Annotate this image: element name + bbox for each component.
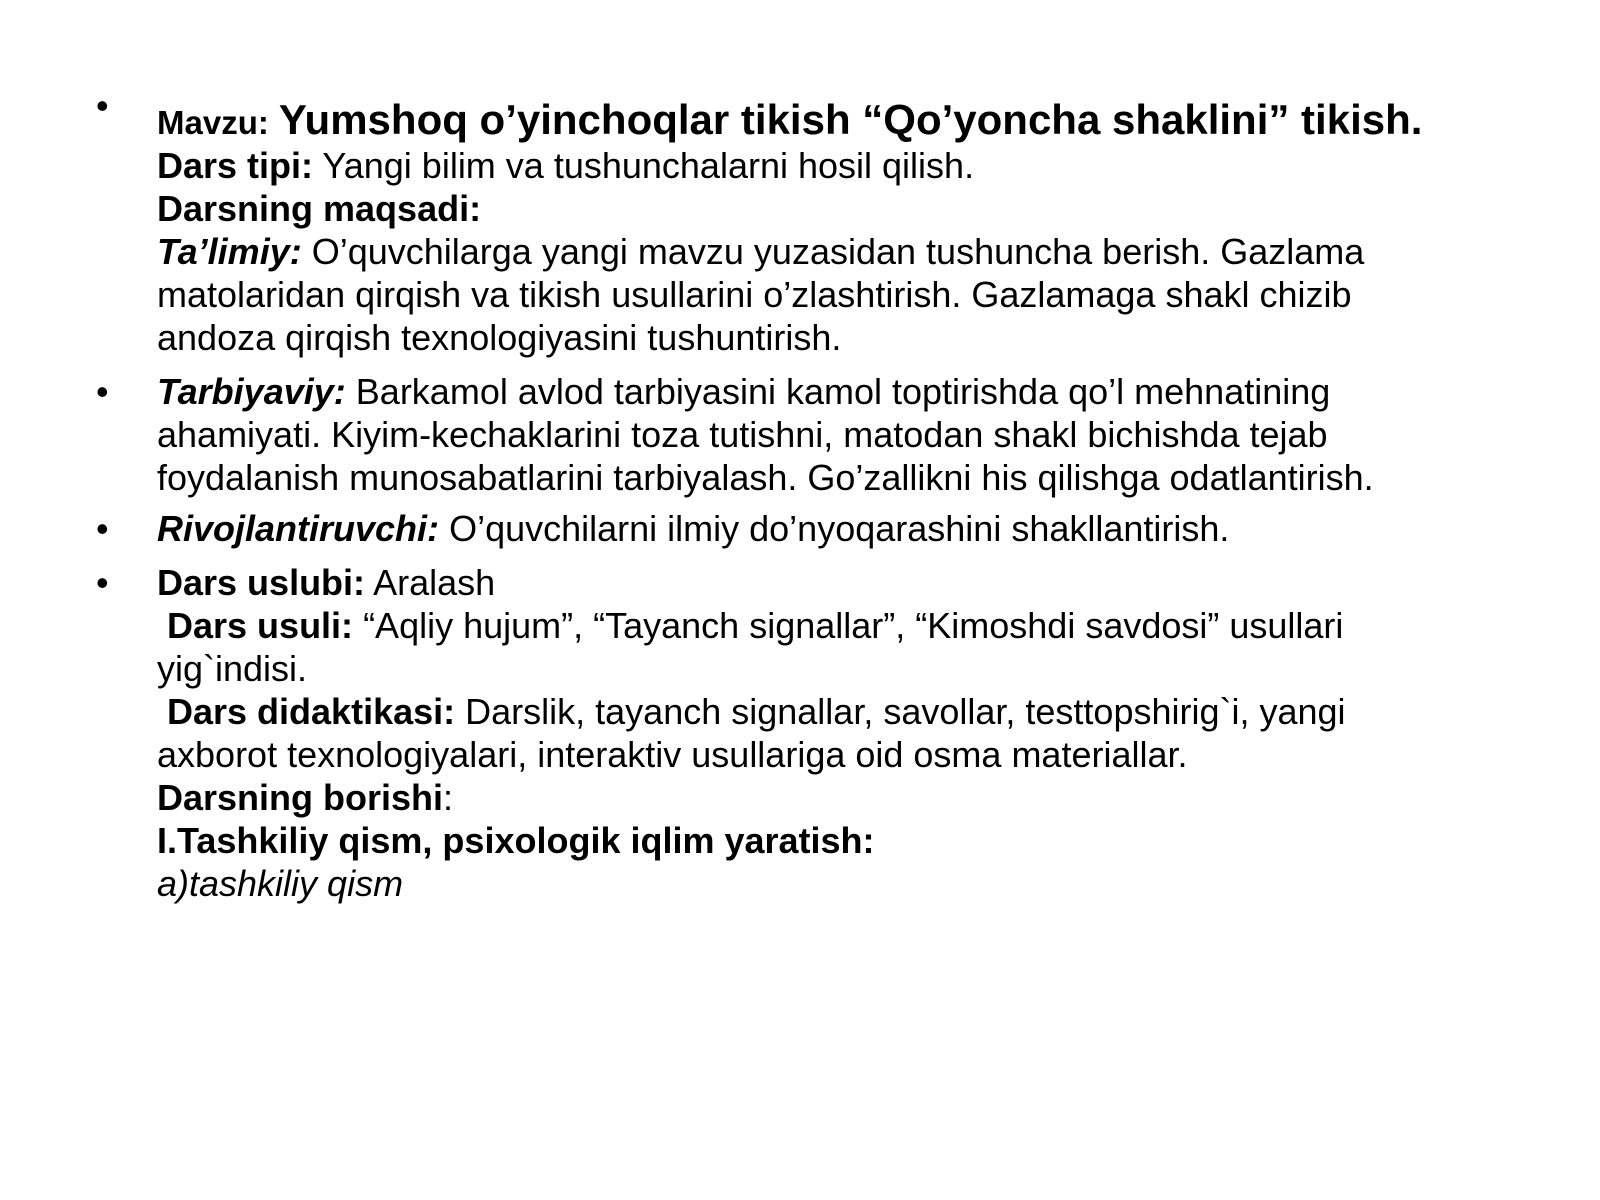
tashkiliy-subheading: a)tashkiliy qism <box>157 863 404 904</box>
dars-didaktikasi-line-1 <box>157 690 1577 733</box>
tarbiyaviy-line-1 <box>157 370 1577 413</box>
talimiy-line-1 <box>157 230 1577 273</box>
dars-usuli-line-1 <box>157 604 1577 647</box>
mavzu-line <box>157 98 1577 144</box>
talimiy-text-2: matolaridan qirqish va tikish usullarini o’zlashtirish. Gazlamaga shakl chizib <box>157 274 1352 315</box>
darsning-borishi-colon: : <box>443 777 454 818</box>
bullet-marker: • <box>96 562 109 603</box>
tashkiliy-heading: I.Tashkiliy qism, psixologik iqlim yaratish: <box>157 820 875 861</box>
bullet-marker: • <box>96 85 109 126</box>
tarbiyaviy-text-2: ahamiyati. Kiyim-kechaklarini toza tutishni, matodan shakl bichishda tejab <box>157 414 1328 455</box>
bullet-marker: • <box>96 371 109 412</box>
talimiy-text-3: andoza qirqish texnologiyasini tushuntirish. <box>157 317 842 358</box>
dars-usuli-text-1: “Aqliy hujum”, “Tayanch signallar”, “Kimoshdi savdosi” usullari <box>363 605 1344 646</box>
dars-tipi-text: Yangi bilim va tushunchalarni hosil qilish. <box>322 145 975 186</box>
darsning-borishi-line <box>157 776 1577 819</box>
lesson-title: Yumshoq o’yinchoqlar tikish “Qo’yoncha shaklini” tikish. <box>278 96 1423 143</box>
dars-didaktikasi-text-1: Darslik, tayanch signallar, savollar, testtopshirig`i, yangi <box>465 691 1346 732</box>
dars-usuli-text-2: yig`indisi. <box>157 648 308 689</box>
bullet-rivojlantiruvchi-block <box>157 507 1577 550</box>
dars-usuli-label: Dars usuli: <box>167 605 354 646</box>
mavzu-label: Mavzu: <box>157 104 269 141</box>
dars-didaktikasi-text-2: axborot texnologiyalari, interaktiv usullariga oid osma materiallar. <box>157 734 1188 775</box>
dars-uslubi-label: Dars uslubi: <box>157 562 366 603</box>
bullet-mavzu-block <box>157 98 1577 359</box>
dars-didaktikasi-label: Dars didaktikasi: <box>167 691 456 732</box>
darsning-maqsadi-heading: Darsning maqsadi: <box>157 188 482 229</box>
darsning-borishi-label: Darsning borishi <box>157 777 444 818</box>
talimiy-label: Ta’limiy: <box>157 231 302 272</box>
tarbiyaviy-text-1: Barkamol avlod tarbiyasini kamol toptirishda qo’l mehnatining <box>355 371 1331 412</box>
bullet-dars-uslubi-block <box>157 561 1577 905</box>
tarbiyaviy-text-3: foydalanish munosabatlarini tarbiyalash. Go’zallikni his qilishga odatlantirish. <box>157 457 1374 498</box>
dars-uslubi-text: Aralash <box>373 562 496 603</box>
tarbiyaviy-label: Tarbiyaviy: <box>157 371 346 412</box>
rivojlantiruvchi-line <box>157 507 1577 550</box>
rivojlantiruvchi-text: O’quvchilarni ilmiy do’nyoqarashini shakllantirish. <box>449 508 1230 549</box>
rivojlantiruvchi-label: Rivojlantiruvchi: <box>157 508 440 549</box>
dars-tipi-line <box>157 144 1577 187</box>
dars-uslubi-line <box>157 561 1577 604</box>
bullet-tarbiyaviy-block <box>157 370 1577 499</box>
talimiy-text-1: O’quvchilarga yangi mavzu yuzasidan tushuncha berish. Gazlama <box>311 231 1365 272</box>
bullet-marker: • <box>96 508 109 549</box>
dars-tipi-label: Dars tipi: <box>157 145 314 186</box>
